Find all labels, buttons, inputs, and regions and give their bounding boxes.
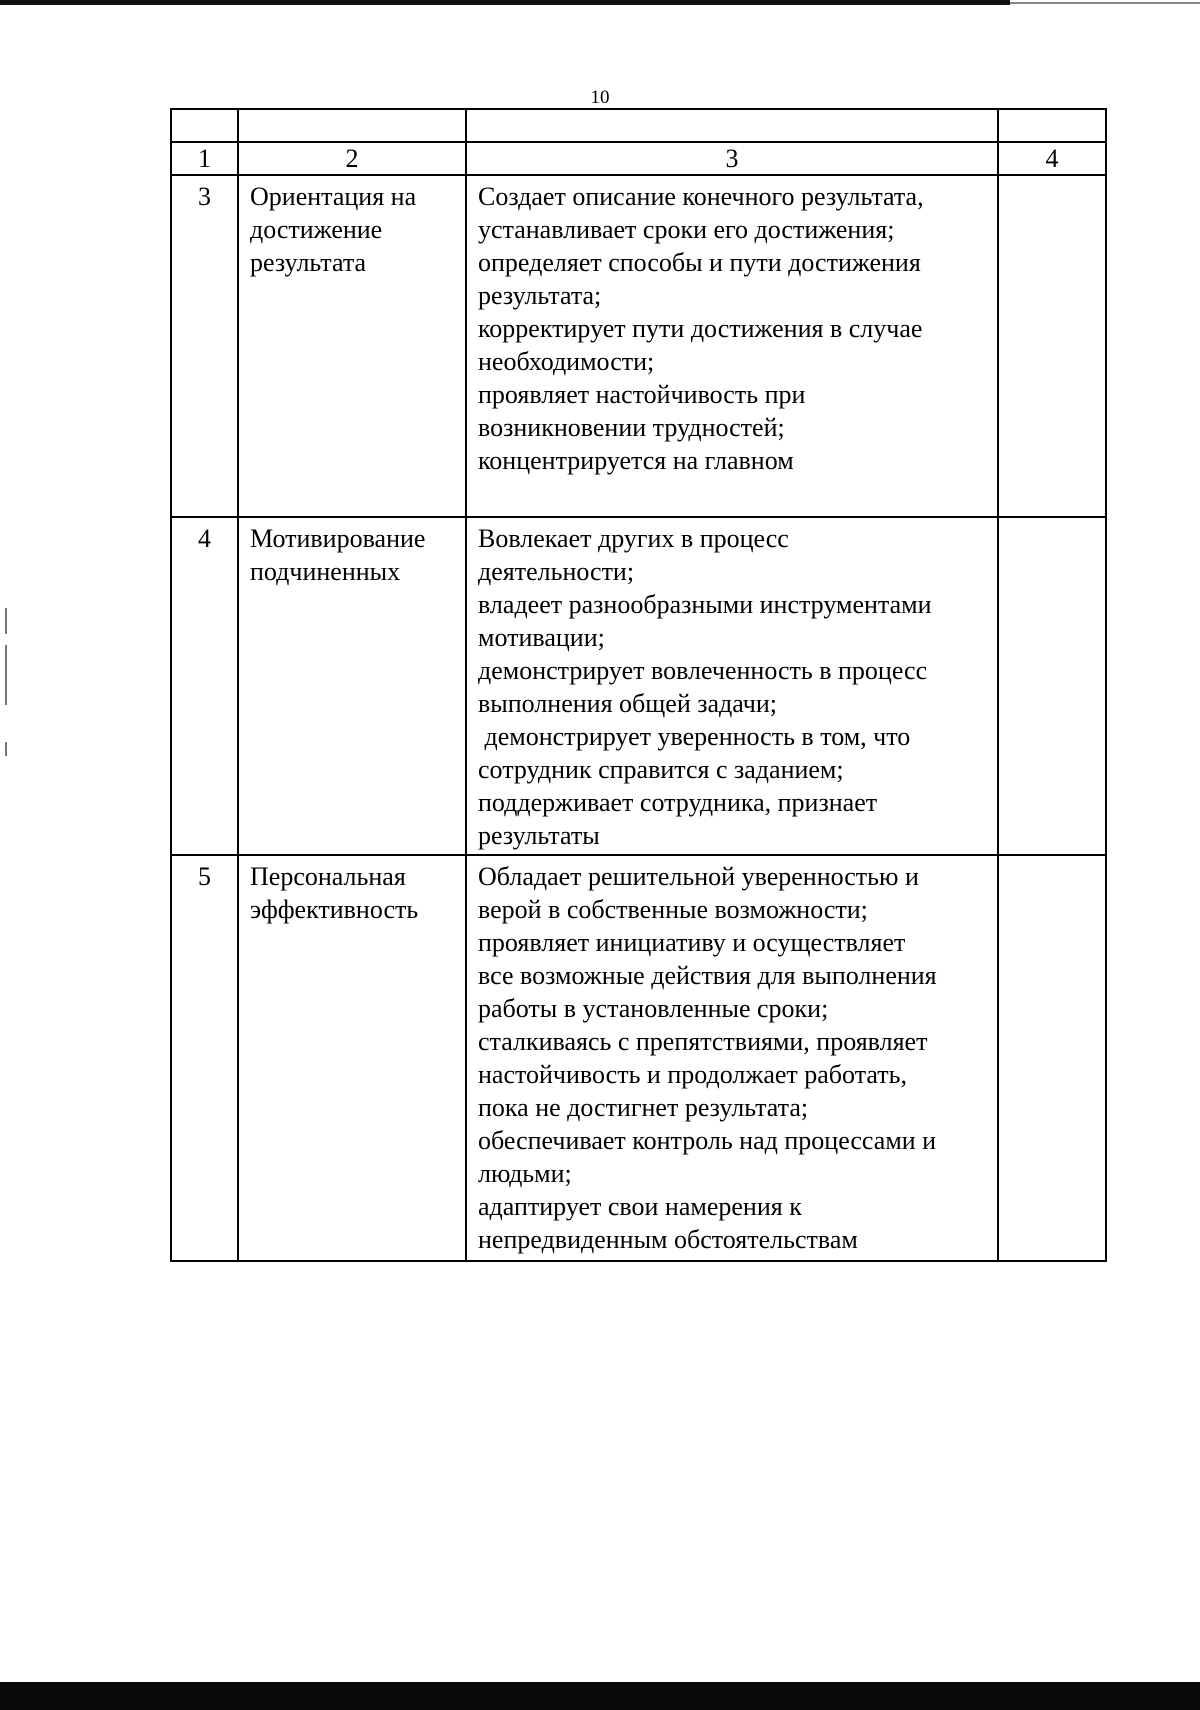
description-line: демонстрирует вовлеченность в процесс [478, 656, 928, 685]
competency-value [998, 517, 1106, 855]
description-line: владеет разнообразными инструментами [478, 590, 932, 619]
description-line: деятельности; [478, 557, 635, 586]
scan-edge-bottom [0, 1682, 1200, 1710]
column-number: 1 [171, 142, 238, 175]
competency-name-line: результата [250, 248, 367, 277]
description-line: демонстрирует уверенность в том, что [478, 722, 911, 751]
row-number: 3 [171, 175, 238, 517]
description-line: необходимости; [478, 347, 655, 376]
description-line: мотивации; [478, 623, 605, 652]
column-number: 3 [466, 142, 998, 175]
competency-description [466, 517, 998, 855]
competency-description [466, 855, 998, 1261]
description-line: сталкиваясь с препятствиями, проявляет [478, 1027, 928, 1056]
competency-name-line: Персональная [250, 862, 406, 891]
competency-name-line: Ориентация на [250, 182, 417, 211]
description-line: сотрудник справится с заданием; [478, 755, 844, 784]
competency-value [998, 175, 1106, 517]
competency-name [238, 855, 466, 1261]
description-line: возникновении трудностей; [478, 413, 785, 442]
description-line: выполнения общей задачи; [478, 689, 777, 718]
header-cell [998, 109, 1106, 142]
competency-name-line: подчиненных [250, 557, 401, 586]
column-number: 2 [238, 142, 466, 175]
description-line: верой в собственные возможности; [478, 895, 868, 924]
description-line: устанавливает сроки его достижения; [478, 215, 895, 244]
competency-name [238, 175, 466, 517]
description-line: непредвиденным обстоятельствам [478, 1225, 858, 1254]
description-line: проявляет настойчивость при [478, 380, 806, 409]
description-line: настойчивость и продолжает работать, [478, 1060, 907, 1089]
description-line: пока не достигнет результата; [478, 1093, 809, 1122]
page-number: 10 [590, 87, 610, 108]
description-line: концентрируется на главном [478, 446, 794, 475]
competency-name-line: Мотивирование [250, 524, 426, 553]
row-number: 4 [171, 517, 238, 855]
table-row [171, 175, 1106, 517]
competency-name-line: эффективность [250, 895, 419, 924]
column-number-row [171, 142, 1106, 175]
description-line: проявляет инициативу и осуществляет [478, 928, 906, 957]
description-line: результата; [478, 281, 602, 310]
table-row [171, 855, 1106, 1261]
competency-name-line: достижение [250, 215, 383, 244]
scan-edge-top-fade [1010, 2, 1200, 4]
description-line: результаты [478, 821, 600, 850]
header-cell [466, 109, 998, 142]
description-line: обеспечивает контроль над процессами и [478, 1126, 937, 1155]
column-number: 4 [998, 142, 1106, 175]
description-line: все возможные действия для выполнения [478, 961, 937, 990]
row-number: 5 [171, 855, 238, 1261]
description-line: поддерживает сотрудника, признает [478, 788, 878, 817]
description-line: людьми; [478, 1159, 572, 1188]
description-line: Вовлекает других в процесс [478, 524, 789, 553]
description-line: Создает описание конечного результата, [478, 182, 924, 211]
competency-table [170, 108, 1107, 1262]
competency-value [998, 855, 1106, 1261]
description-line: определяет способы и пути достижения [478, 248, 921, 277]
header-cell [171, 109, 238, 142]
table-header-blank-row [171, 109, 1106, 142]
scan-mark [5, 645, 7, 705]
description-line: корректирует пути достижения в случае [478, 314, 923, 343]
scan-mark [5, 742, 7, 756]
table-row [171, 517, 1106, 855]
description-line: адаптирует свои намерения к [478, 1192, 802, 1221]
scan-edge-top [0, 0, 1010, 5]
header-cell [238, 109, 466, 142]
description-line: работы в установленные сроки; [478, 994, 829, 1023]
competency-name [238, 517, 466, 855]
description-line: Обладает решительной уверенностью и [478, 862, 919, 891]
scan-mark [5, 608, 7, 634]
competency-description [466, 175, 998, 517]
